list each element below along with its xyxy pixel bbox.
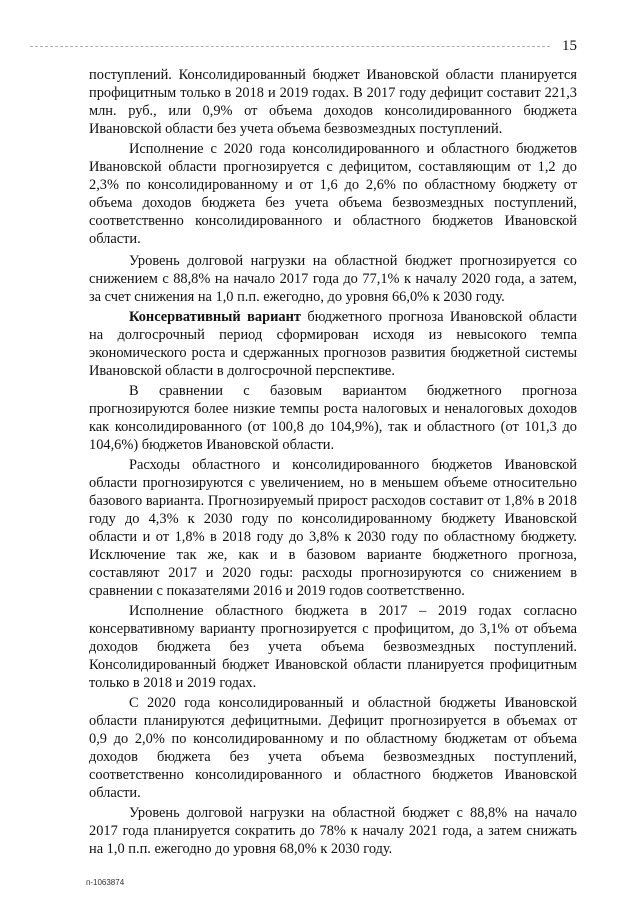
scan-artifact-line (30, 46, 550, 51)
paragraph-8: С 2020 года консолидированный и областной бюджеты Ивановской области планируются дефицитными. Дефицит прогнозируется в объемах от 0,9 до 2,0% по консолидированному и по областному бюджетам от объема доходов бюджета без учета объема безвозмездных поступлений, соответственно консолидированного и областного бюджетов Ивановской области. (89, 695, 577, 801)
document-code: п-1063874 (86, 878, 125, 887)
paragraph-6: Расходы областного и консолидированного бюджетов Ивановской области прогнозируются с увеличением, но в меньшем объеме относительно базового варианта. Прогнозируемый прирост расходов составит от 1,8% в 2018 году до 4,3% к 2030 году по консолидированному бюджету Ивановской области и от 1,8% в 2018 году до 3,8% к 2030 году по областному бюджету. Исключение так же, как и в базовом варианте бюджетного прогноза, составляют 2017 и 2020 годы: расходы прогнозируются со снижением в сравнении с показателями 2016 и 2019 годов соответственно. (89, 457, 577, 599)
page-number: 15 (562, 38, 577, 54)
paragraph-5: В сравнении с базовым вариантом бюджетного прогноза прогнозируются более низкие темпы роста налоговых и неналоговых доходов как консолидированного (от 100,8 до 104,9%), так и областного (от 101,3 до 104,6%) бюджетов Ивановской области. (89, 383, 577, 453)
paragraph-3: Уровень долговой нагрузки на областной бюджет прогнозируется со снижением с 88,8% на начало 2017 года до 77,1% к началу 2020 года, а затем, за счет снижения на 1,0 п.п. ежегодно, до уровня 66,0% к 2030 году. (89, 253, 577, 305)
paragraph-2: Исполнение с 2020 года консолидированного и областного бюджетов Ивановской области прогнозируется с дефицитом, составляющим от 1,2 до 2,3% по консолидированному и от 1,6 до 2,6% по областному бюджету от объема доходов бюджета без учета объема безвозмездных поступлений, соответственно консолидированного и областного бюджетов Ивановской области. (89, 141, 577, 247)
paragraph-4-text: бюджетного прогноза Ивановской области на долгосрочный период сформирован исходя из невысокого темпа экономического роста и сдержанных прогнозов развития бюджетной системы Ивановской области в долгосрочной перспективе. (89, 309, 577, 379)
paragraph-1: поступлений. Консолидированный бюджет Ивановской области планируется профицитным только в 2018 и 2019 годах. В 2017 году дефицит составит 221,3 млн. руб., или 0,9% от объема доходов консолидированного бюджета Ивановской области без учета объема безвозмездных поступлений. (89, 67, 577, 137)
paragraph-9: Уровень долговой нагрузки на областной бюджет с 88,8% на начало 2017 года планируется сократить до 78% к началу 2021 года, а затем снижать на 1,0 п.п. ежегодно до уровня 68,0% к 2030 году. (89, 805, 577, 857)
conservative-variant-heading: Консервативный вариант (129, 309, 301, 325)
document-body (89, 66, 577, 862)
paragraph-4 (89, 308, 577, 380)
paragraph-7: Исполнение областного бюджета в 2017 – 2019 годах согласно консервативному варианту прогнозируется с профицитом, до 3,1% от объема доходов бюджета без учета объема безвозмездных поступлений. Консолидированный бюджет Ивановской области планируется профицитным только в 2018 и 2019 годах. (89, 603, 577, 691)
